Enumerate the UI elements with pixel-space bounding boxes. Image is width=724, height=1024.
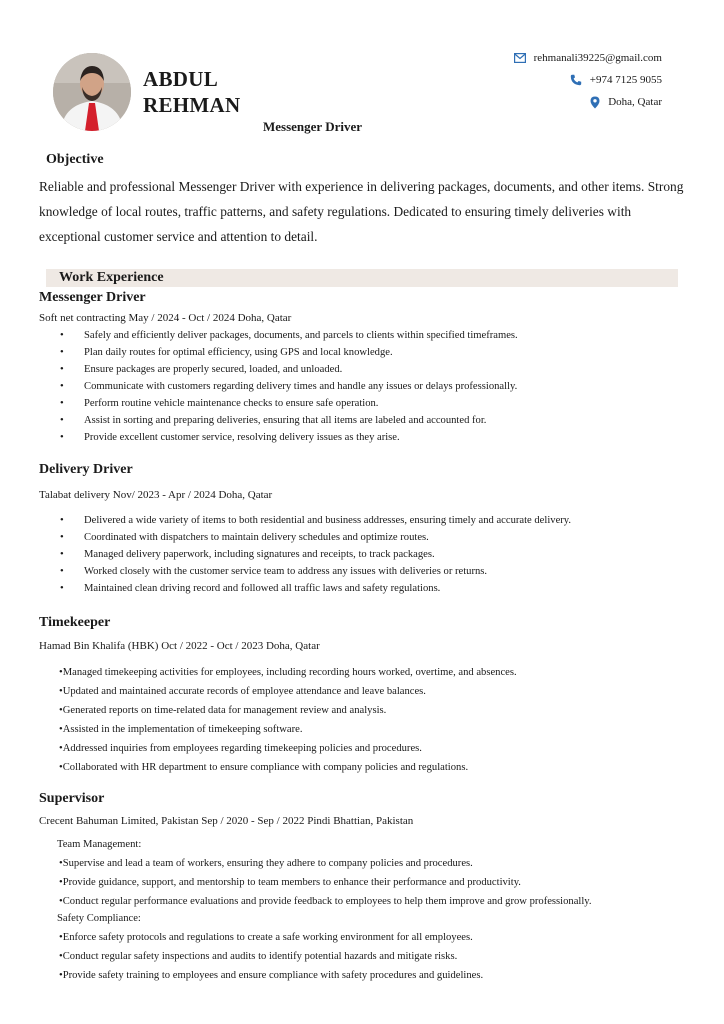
list-item: • Updated and maintained accurate records of employee attendance and leave balances.: [51, 682, 689, 701]
list-item: • Worked closely with the customer service team to address any issues with deliveries or returns.: [39, 563, 689, 580]
envelope-icon: [514, 53, 526, 63]
list-item: • Assisted in the implementation of timekeeping software.: [51, 720, 689, 739]
job-bullets: [39, 512, 689, 597]
location-pin-icon: [590, 96, 600, 109]
list-item: • Plan daily routes for optimal efficiency, using GPS and local knowledge.: [39, 344, 689, 361]
group-bullets: [39, 928, 689, 985]
list-item: • Conduct regular performance evaluations and provide feedback to employees to help them improve and grow professionally.: [51, 892, 599, 909]
list-item: • Perform routine vehicle maintenance checks to ensure safe operation.: [39, 395, 689, 412]
group-label: Safety Compliance:: [57, 913, 141, 924]
role-title: Messenger Driver: [263, 119, 363, 134]
group-bullets: [39, 854, 599, 909]
job-title: Timekeeper: [39, 615, 111, 630]
list-item: • Delivered a wide variety of items to both residential and business addresses, ensuring timely and accurate delivery.: [39, 512, 689, 529]
job-entry: [39, 790, 689, 985]
job-meta: Crecent Bahuman Limited, Pakistan Sep / 2020 - Sep / 2022 Pindi Bhattian, Pakistan: [39, 815, 414, 827]
contact-location: [514, 91, 662, 113]
objective-text: Reliable and professional Messenger Driver with experience in delivering packages, documents, and other items. Strong knowledge of local routes, traffic patterns, and safety regulations. Dedicated to ensuring timely deliveries with exceptional customer service and attention to detail.: [39, 179, 684, 244]
objective-heading: Objective: [46, 152, 104, 167]
list-item: • Generated reports on time-related data for management review and analysis.: [51, 701, 689, 720]
job-entry: [39, 614, 689, 777]
list-item: • Conduct regular safety inspections and audits to identify potential hazards and mitigate risks.: [51, 947, 689, 966]
contact-block: [514, 47, 662, 113]
work-experience-band: [46, 269, 678, 287]
job-entry: [39, 289, 689, 446]
contact-email: [514, 47, 662, 69]
list-item: • Safely and efficiently deliver packages, documents, and parcels to clients within specified timeframes.: [39, 327, 689, 344]
job-meta: Talabat delivery Nov/ 2023 - Apr / 2024 Doha, Qatar: [39, 489, 273, 501]
job-title: Delivery Driver: [39, 462, 133, 477]
job-entry: [39, 461, 689, 597]
job-meta: Hamad Bin Khalifa (HBK) Oct / 2022 - Oct / 2023 Doha, Qatar: [39, 640, 320, 652]
list-item: • Provide guidance, support, and mentorship to team members to enhance their performance and productivity.: [51, 873, 599, 892]
work-experience-heading: Work Experience: [59, 270, 164, 285]
job-bullets: [39, 327, 689, 446]
list-item: • Collaborated with HR department to ensure compliance with company policies and regulations.: [51, 758, 689, 777]
list-item: • Supervise and lead a team of workers, ensuring they adhere to company policies and procedures.: [51, 854, 599, 873]
job-meta: Soft net contracting May / 2024 - Oct / 2024 Doha, Qatar: [39, 312, 292, 324]
avatar: [53, 53, 131, 131]
phone-text[interactable]: +974 7125 9055: [589, 74, 662, 86]
contact-phone: [514, 69, 662, 91]
list-item: • Maintained clean driving record and followed all traffic laws and safety regulations.: [39, 580, 689, 597]
list-item: • Provide safety training to employees and ensure compliance with safety procedures and guidelines.: [51, 966, 689, 985]
job-title: Supervisor: [39, 791, 105, 806]
list-item: • Provide excellent customer service, resolving delivery issues as they arise.: [39, 429, 689, 446]
list-item: • Assist in sorting and preparing deliveries, ensuring that all items are labeled and accounted for.: [39, 412, 689, 429]
email-text[interactable]: rehmanali39225@gmail.com: [533, 52, 662, 64]
job-bullets: [39, 663, 689, 777]
list-item: • Managed delivery paperwork, including signatures and receipts, to track packages.: [39, 546, 689, 563]
list-item: • Communicate with customers regarding delivery times and handle any issues or delays professionally.: [39, 378, 689, 395]
list-item: • Addressed inquiries from employees regarding timekeeping policies and procedures.: [51, 739, 689, 758]
job-title: Messenger Driver: [39, 290, 146, 305]
list-item: • Enforce safety protocols and regulations to create a safe working environment for all employees.: [51, 928, 689, 947]
group-label: Team Management:: [57, 839, 142, 850]
last-name: REHMAN: [143, 93, 241, 117]
first-name: ABDUL: [143, 67, 219, 91]
location-text: Doha, Qatar: [608, 96, 662, 108]
list-item: • Ensure packages are properly secured, loaded, and unloaded.: [39, 361, 689, 378]
phone-icon: [570, 74, 582, 86]
profile-photo: [53, 53, 131, 131]
candidate-name: [143, 66, 240, 118]
list-item: • Coordinated with dispatchers to maintain delivery schedules and optimize routes.: [39, 529, 689, 546]
list-item: • Managed timekeeping activities for employees, including recording hours worked, overtime, and absences.: [51, 663, 689, 682]
